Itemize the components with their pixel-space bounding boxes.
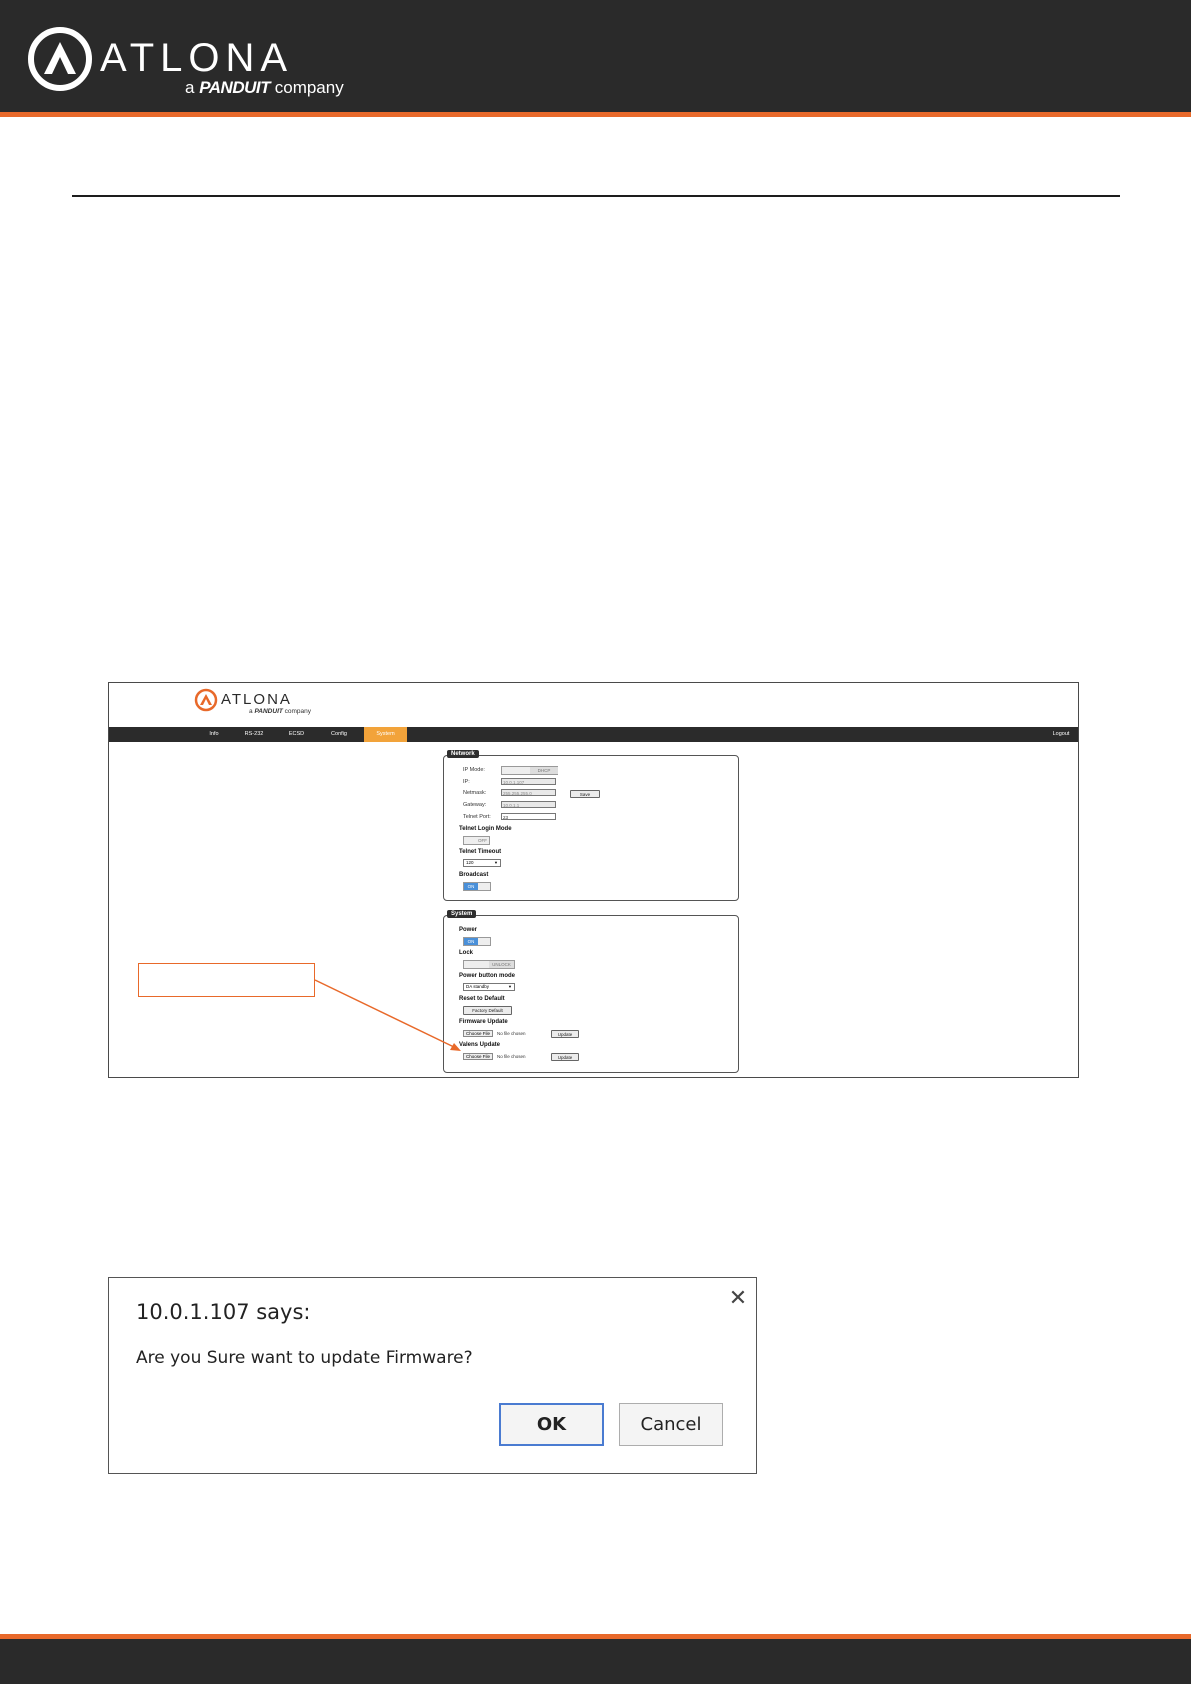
brand-wordmark: ATLONA	[100, 36, 294, 80]
telnet-port-label: Telnet Port:	[463, 814, 491, 820]
valens-choose-file-button[interactable]: Choose File	[463, 1053, 493, 1060]
power-heading: Power	[459, 927, 478, 933]
netmask-label: Netmask:	[463, 790, 487, 796]
telnet-login-heading: Telnet Login Mode	[459, 826, 512, 832]
broadcast-heading: Broadcast	[459, 872, 489, 878]
ui-brand-wordmark: ATLONA	[221, 691, 292, 708]
confirm-dialog-screenshot	[108, 1277, 757, 1474]
netmask-field[interactable]: 255.255.255.0	[501, 789, 556, 796]
telnet-login-value: OFF	[478, 838, 487, 843]
telnet-timeout-heading: Telnet Timeout	[459, 849, 502, 855]
dialog-title: 10.0.1.107 says:	[136, 1300, 311, 1324]
nav-tab-rs232[interactable]: RS-232	[244, 731, 264, 737]
cancel-button[interactable]: Cancel	[619, 1403, 723, 1446]
power-value: ON	[464, 938, 478, 945]
firmware-update-button[interactable]: Update	[551, 1030, 579, 1038]
factory-default-button[interactable]: Factory Default	[463, 1006, 512, 1015]
dropdown-arrow-icon: ▼	[508, 984, 512, 989]
nav-tab-ecsd[interactable]: ECSD	[288, 731, 305, 737]
reset-heading: Reset to Default	[459, 996, 505, 1002]
power-button-mode-value: DA standby	[466, 984, 490, 989]
section-rule	[72, 195, 1120, 197]
valens-update-heading: Valens Update	[459, 1042, 501, 1048]
power-button-mode-heading: Power button mode	[459, 973, 515, 979]
broadcast-value: ON	[464, 883, 478, 890]
header-accent-rule	[0, 112, 1191, 117]
ip-mode-value: DHCP	[530, 767, 558, 774]
ip-field[interactable]: 10.0.1.107	[501, 778, 556, 785]
page-header	[0, 0, 1191, 112]
nav-tab-info[interactable]: Info	[209, 731, 219, 737]
page-footer	[0, 1639, 1191, 1684]
dropdown-arrow-icon: ▼	[494, 860, 498, 865]
ok-button[interactable]: OK	[499, 1403, 604, 1446]
ip-label: IP:	[463, 779, 470, 785]
save-button[interactable]: Save	[570, 790, 600, 798]
firmware-no-file-text: No file chosen	[497, 1031, 526, 1036]
ui-brand-tagline: a PANDUIT company	[249, 708, 312, 715]
ip-mode-label: IP Mode:	[463, 767, 485, 773]
gateway-label: Gateway:	[463, 802, 487, 808]
system-legend: System	[447, 910, 476, 918]
gateway-field[interactable]: 10.0.1.1	[501, 801, 556, 808]
callout-arrow-icon	[109, 683, 1078, 1077]
web-ui-screenshot	[108, 682, 1079, 1078]
network-legend: Network	[447, 750, 479, 758]
dialog-message: Are you Sure want to update Firmware?	[136, 1348, 473, 1368]
brand-tagline: a PANDUIT company	[185, 78, 344, 97]
nav-tab-config[interactable]: Config	[331, 731, 347, 737]
atlona-logo-icon	[26, 26, 96, 92]
logout-link[interactable]: Logout	[1052, 731, 1070, 737]
telnet-timeout-value: 120	[466, 860, 474, 865]
lock-value: UNLOCK	[489, 961, 514, 968]
nav-tab-system[interactable]: System	[364, 727, 407, 742]
valens-no-file-text: No file chosen	[497, 1054, 526, 1059]
lock-heading: Lock	[459, 950, 474, 956]
valens-update-button[interactable]: Update	[551, 1053, 579, 1061]
firmware-choose-file-button[interactable]: Choose File	[463, 1030, 493, 1037]
firmware-update-heading: Firmware Update	[459, 1019, 508, 1025]
telnet-port-field[interactable]: 23	[501, 813, 556, 820]
close-icon[interactable]: ✕	[728, 1285, 748, 1310]
